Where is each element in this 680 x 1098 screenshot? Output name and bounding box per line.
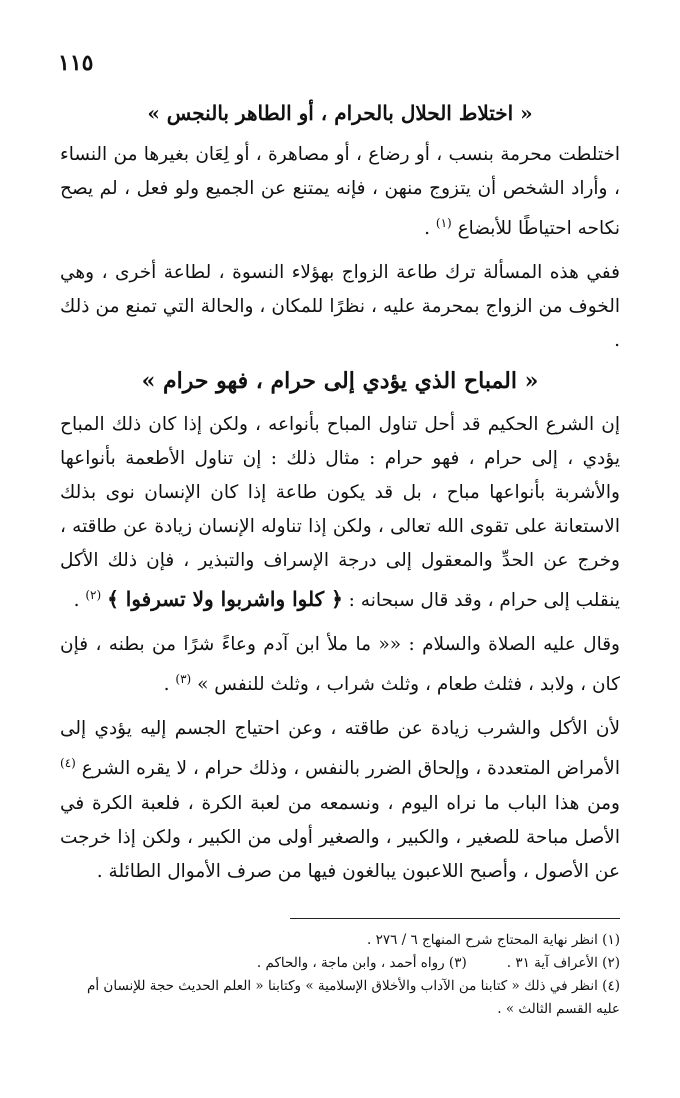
paragraph-permissible-1 xyxy=(60,408,620,618)
paragraph-end: . xyxy=(73,590,86,612)
footnote-2: (٢) الأعراف آية ٣١ . xyxy=(506,955,620,971)
footnote-1: (١) انظر نهاية المحتاج شرح المنهاج ٦ / ٢٧٦ . xyxy=(367,932,620,948)
footnote-ref-3: (٣) xyxy=(175,672,192,687)
section-heading-mixing: « اختلاط الحلال بالحرام ، أو الطاهر بالنجس » xyxy=(147,101,533,125)
footnote-ref-1: (١) xyxy=(435,216,452,230)
paragraph-text: وقال عليه الصلاة والسلام : «« ما ملأ ابن آدم وعاءً شرًا من بطنه ، فإن كان ، ولابد ، فثلث طعام ، وثلث شراب ، وثلث للنفس » xyxy=(60,634,620,696)
footnote-divider xyxy=(290,918,620,919)
paragraph-end: . xyxy=(424,218,436,240)
paragraph-text: لأن الأكل والشرب زيادة عن طاقته ، وعن احتياج الجسم إليه يؤدي إلى الأمراض المتعددة ، وإلحاق الضرر بالنفس ، وذلك حرام ، لا يقره الشرع xyxy=(60,718,620,780)
footnotes xyxy=(60,918,620,1021)
paragraph-text: إن الشرع الحكيم قد أحل تناول المباح بأنواعه ، ولكن إذا كان ذلك المباح يؤدي ، إلى حرام ، فهو حرام : مثال ذلك : إن تناول الأطعمة بأنواعها والأشربة بأنواعها مباح ، بل قد يكون طاعة إذا كان الإنسان نوى بذلك الاستعانة على تقوى الله تعالى ، ولكن إذا تناوله الإنسان زيادة عن طاقته ، وخرج عن الحدِّ والمعقول إلى درجة الإسراف والتبذير ، فإن ذلك الأكل ينقلب إلى حرام ، وقد قال سبحانه : xyxy=(60,414,620,612)
paragraph-mixing-1 xyxy=(60,138,620,246)
paragraph-text: ومن هذا الباب ما نراه اليوم ، ونسمعه من لعبة الكرة ، فلعبة الكرة في الأصل مباحة للصغير ، والكبير ، والصغير أولى من الكبير ، ولكن إذا خرجت عن الأصول ، وأصبح اللاعبون يبالغون فيها من صرف الأموال الطائلة . xyxy=(60,792,620,882)
paragraph-mixing-2: ففي هذه المسألة ترك طاعة الزواج بهؤلاء النسوة ، لطاعة أخرى ، وهي الخوف من الزواج بمحرمة عليه ، نظرًا للمكان ، والحالة التي تمنع من ذلك . xyxy=(60,262,620,352)
footnote-ref-4: (٤) xyxy=(60,756,76,771)
quran-quote: ﴿ كلوا واشربوا ولا تسرفوا ﴾ xyxy=(107,587,343,612)
paragraph-permissible-2 xyxy=(60,628,620,702)
paragraph-text: اختلطت محرمة بنسب ، أو رضاع ، أو مصاهرة ، أو لِعَان بغيرها من النساء ، وأراد الشخص أن يتزوج منهن ، فإنه يمتنع عن الجميع ولو فعل ، لم يصح نكاحه احتياطًا للأبضاع xyxy=(60,144,620,240)
footnote-4: (٤) انظر في ذلك « كتابنا من الآداب والأخلاق الإسلامية » وكتابنا « العلم الحديث حجة للإنسان أم عليه القسم الثالث » . xyxy=(87,978,620,1017)
page-number: ١١٥ xyxy=(58,50,94,76)
footnote-ref-2: (٢) xyxy=(85,588,102,603)
footnote-row xyxy=(60,952,620,975)
paragraph-permissible-3 xyxy=(60,712,620,888)
section-heading-permissible: « المباح الذي يؤدي إلى حرام ، فهو حرام » xyxy=(141,368,539,395)
paragraph-end: . xyxy=(163,674,176,696)
footnote-3: (٣) رواه أحمد ، وابن ماجة ، والحاكم . xyxy=(256,955,467,971)
